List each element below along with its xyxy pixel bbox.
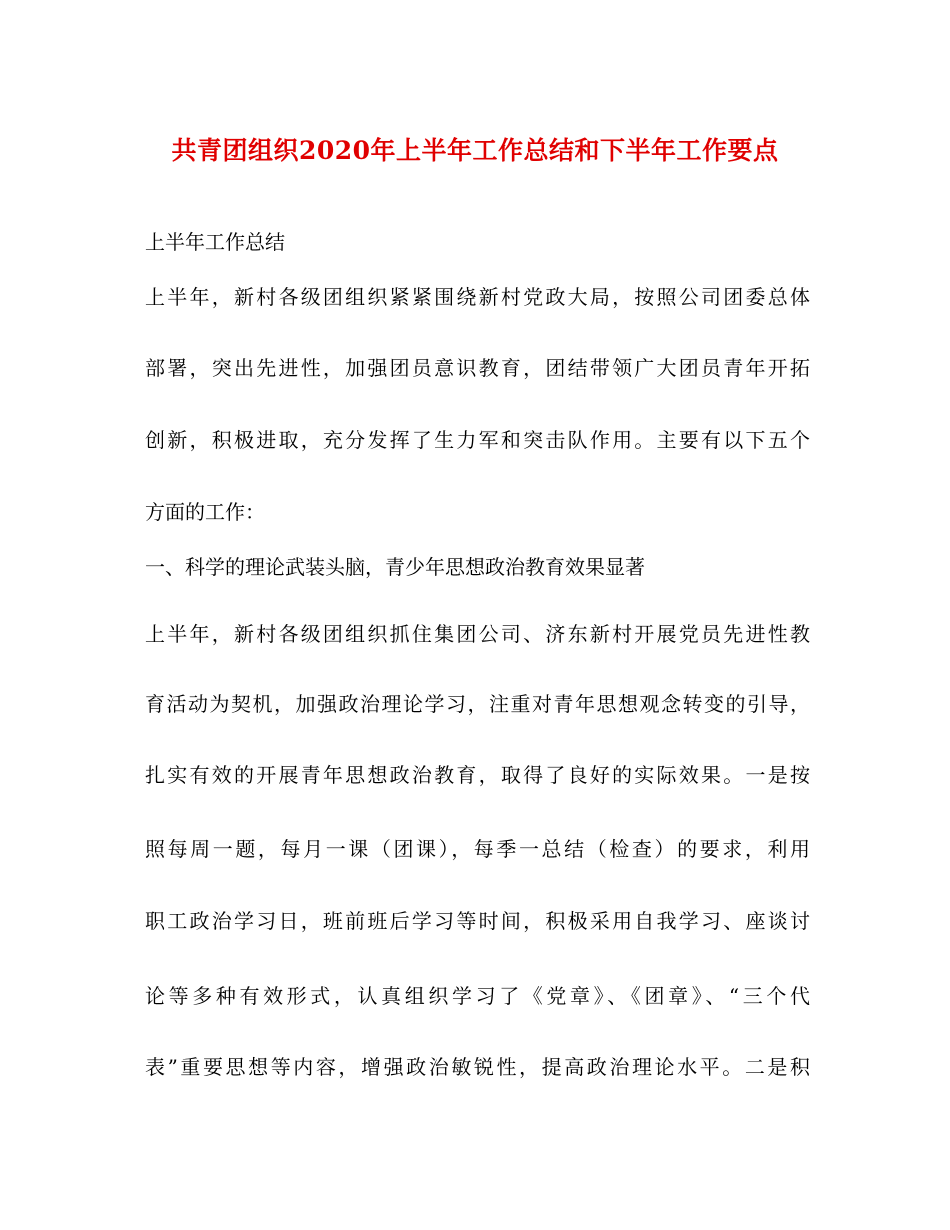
paragraph-line: 论等多种有效形式，认真组织学习了《党章》、《团章》、“三个代 bbox=[145, 984, 810, 1008]
paragraph-line: 职工政治学习日，班前班后学习等时间，积极采用自我学习、座谈讨 bbox=[145, 909, 810, 933]
document-title: 共青团组织2020年上半年工作总结和下半年工作要点 bbox=[171, 136, 779, 165]
section-heading: 上半年工作总结 bbox=[145, 230, 285, 254]
paragraph-line: 创新，积极进取，充分发挥了生力军和突击队作用。主要有以下五个 bbox=[145, 428, 810, 452]
paragraph-line: 上半年，新村各级团组织抓住集团公司、济东新村开展党员先进性教 bbox=[145, 622, 810, 646]
paragraph-line: 表”重要思想等内容，增强政治敏锐性，提高政治理论水平。二是积 bbox=[145, 1055, 810, 1079]
subheading: 一、科学的理论武装头脑，青少年思想政治教育效果显著 bbox=[145, 555, 645, 579]
paragraph-line: 方面的工作： bbox=[145, 500, 265, 524]
paragraph-line: 扎实有效的开展青年思想政治教育，取得了良好的实际效果。一是按 bbox=[145, 763, 810, 787]
paragraph-line: 照每周一题，每月一课（团课），每季一总结（检查）的要求，利用 bbox=[145, 837, 810, 861]
paragraph-line: 育活动为契机，加强政治理论学习，注重对青年思想观念转变的引导， bbox=[145, 692, 810, 716]
paragraph-line: 上半年，新村各级团组织紧紧围绕新村党政大局，按照公司团委总体 bbox=[145, 285, 810, 309]
paragraph-line: 部署，突出先进性，加强团员意识教育，团结带领广大团员青年开拓 bbox=[145, 356, 810, 380]
